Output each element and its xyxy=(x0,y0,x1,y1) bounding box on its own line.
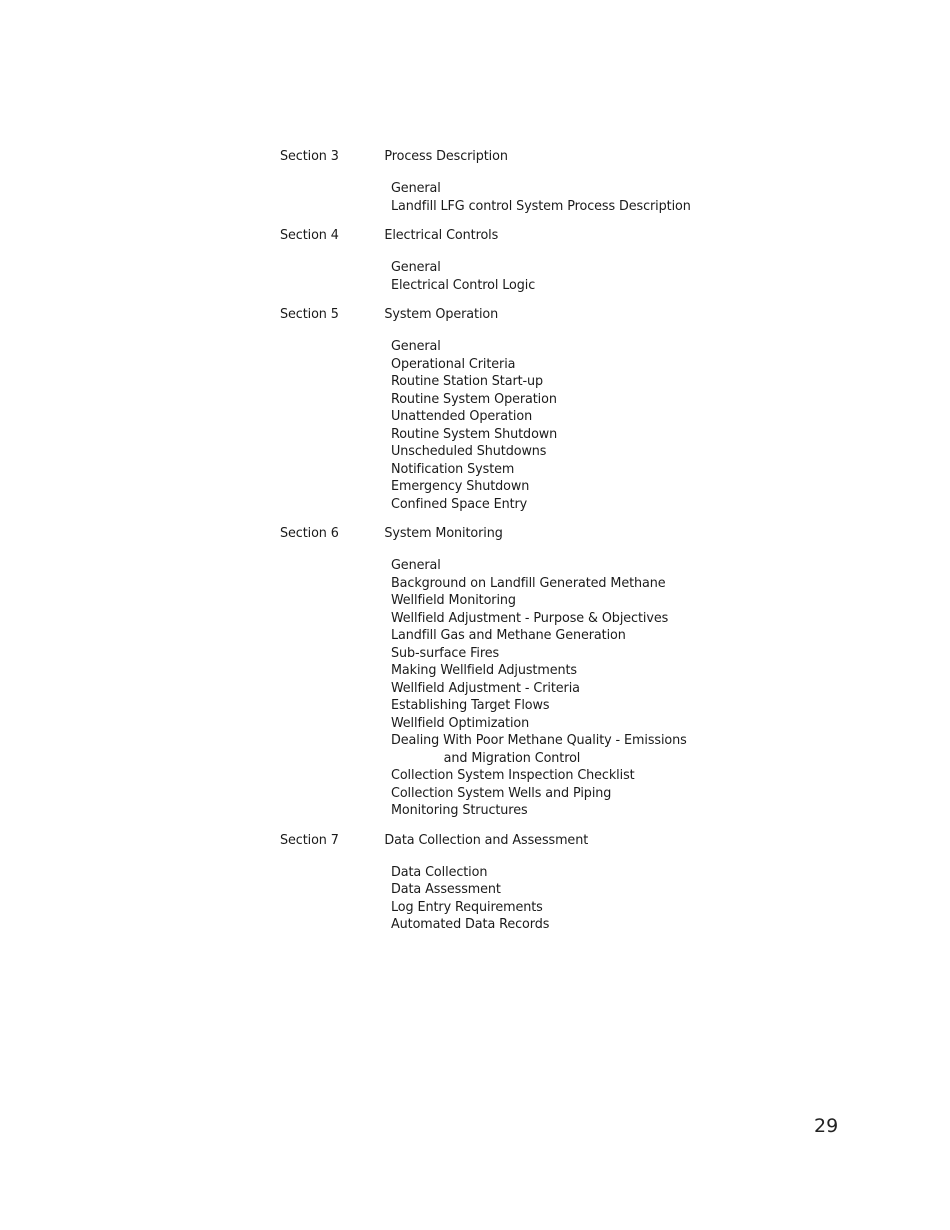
list-item: Routine Station Start-up xyxy=(391,373,544,389)
section-item-list xyxy=(391,259,800,294)
list-item: Emergency Shutdown xyxy=(391,478,530,494)
list-item: General xyxy=(391,557,441,573)
section-heading xyxy=(280,146,769,166)
list-item: Monitoring Structures xyxy=(391,802,528,818)
list-item: Background on Landfill Generated Methane xyxy=(391,574,666,591)
list-item-continuation: and Migration Control xyxy=(443,749,581,766)
section-title: System Monitoring xyxy=(384,525,503,541)
list-item: Establishing Target Flows xyxy=(391,697,550,713)
list-item: Unattended Operation xyxy=(391,408,533,424)
list-item: Confined Space Entry xyxy=(391,495,528,512)
list-item: General xyxy=(391,259,441,275)
section-heading xyxy=(280,830,769,850)
section-title: System Operation xyxy=(384,306,499,322)
section-title: Data Collection and Assessment xyxy=(384,831,589,848)
section-heading xyxy=(280,304,769,324)
table-of-contents xyxy=(280,146,800,944)
section-3 xyxy=(280,146,800,215)
list-item: Wellfield Adjustment - Criteria xyxy=(391,679,580,696)
list-item: Log Entry Requirements xyxy=(391,898,543,915)
list-item: Routine System Operation xyxy=(391,390,557,407)
list-item: Unscheduled Shutdowns xyxy=(391,443,547,459)
section-number: Section 5 xyxy=(280,306,339,322)
list-item: Electrical Control Logic xyxy=(391,276,536,293)
section-item-list xyxy=(391,557,800,820)
list-item: Wellfield Monitoring xyxy=(391,592,516,608)
page-number: 29 xyxy=(814,1115,839,1137)
list-item: Collection System Wells and Piping xyxy=(391,784,612,801)
list-item: Collection System Inspection Checklist xyxy=(391,767,635,783)
list-item: Sub-surface Fires xyxy=(391,644,500,661)
list-item: General xyxy=(391,338,441,354)
section-heading xyxy=(280,225,769,245)
list-item: General xyxy=(391,180,441,196)
section-heading xyxy=(280,523,769,543)
section-number: Section 4 xyxy=(280,227,339,243)
section-number: Section 6 xyxy=(280,525,339,541)
section-4 xyxy=(280,225,800,294)
section-item-list xyxy=(391,338,800,513)
section-item-list xyxy=(391,180,800,215)
section-title: Electrical Controls xyxy=(384,227,499,243)
list-item: Notification System xyxy=(391,460,515,477)
list-item: Landfill Gas and Methane Generation xyxy=(391,627,626,643)
list-item: Data Collection xyxy=(391,863,488,880)
list-item: Operational Criteria xyxy=(391,355,516,372)
section-number: Section 3 xyxy=(280,148,339,164)
list-item: Landfill LFG control System Process Description xyxy=(391,197,691,214)
list-item: Wellfield Adjustment - Purpose & Objectives xyxy=(391,609,669,626)
list-item: Wellfield Optimization xyxy=(391,714,530,731)
section-6 xyxy=(280,523,800,820)
list-item: Routine System Shutdown xyxy=(391,425,558,442)
section-title: Process Description xyxy=(384,148,508,164)
list-item: Dealing With Poor Methane Quality - Emissions xyxy=(391,732,687,748)
section-number: Section 7 xyxy=(280,831,339,848)
section-5 xyxy=(280,304,800,513)
section-7 xyxy=(280,830,800,934)
list-item: Data Assessment xyxy=(391,881,501,897)
list-item: Making Wellfield Adjustments xyxy=(391,662,577,678)
section-item-list xyxy=(391,864,800,934)
list-item: Automated Data Records xyxy=(391,916,550,932)
